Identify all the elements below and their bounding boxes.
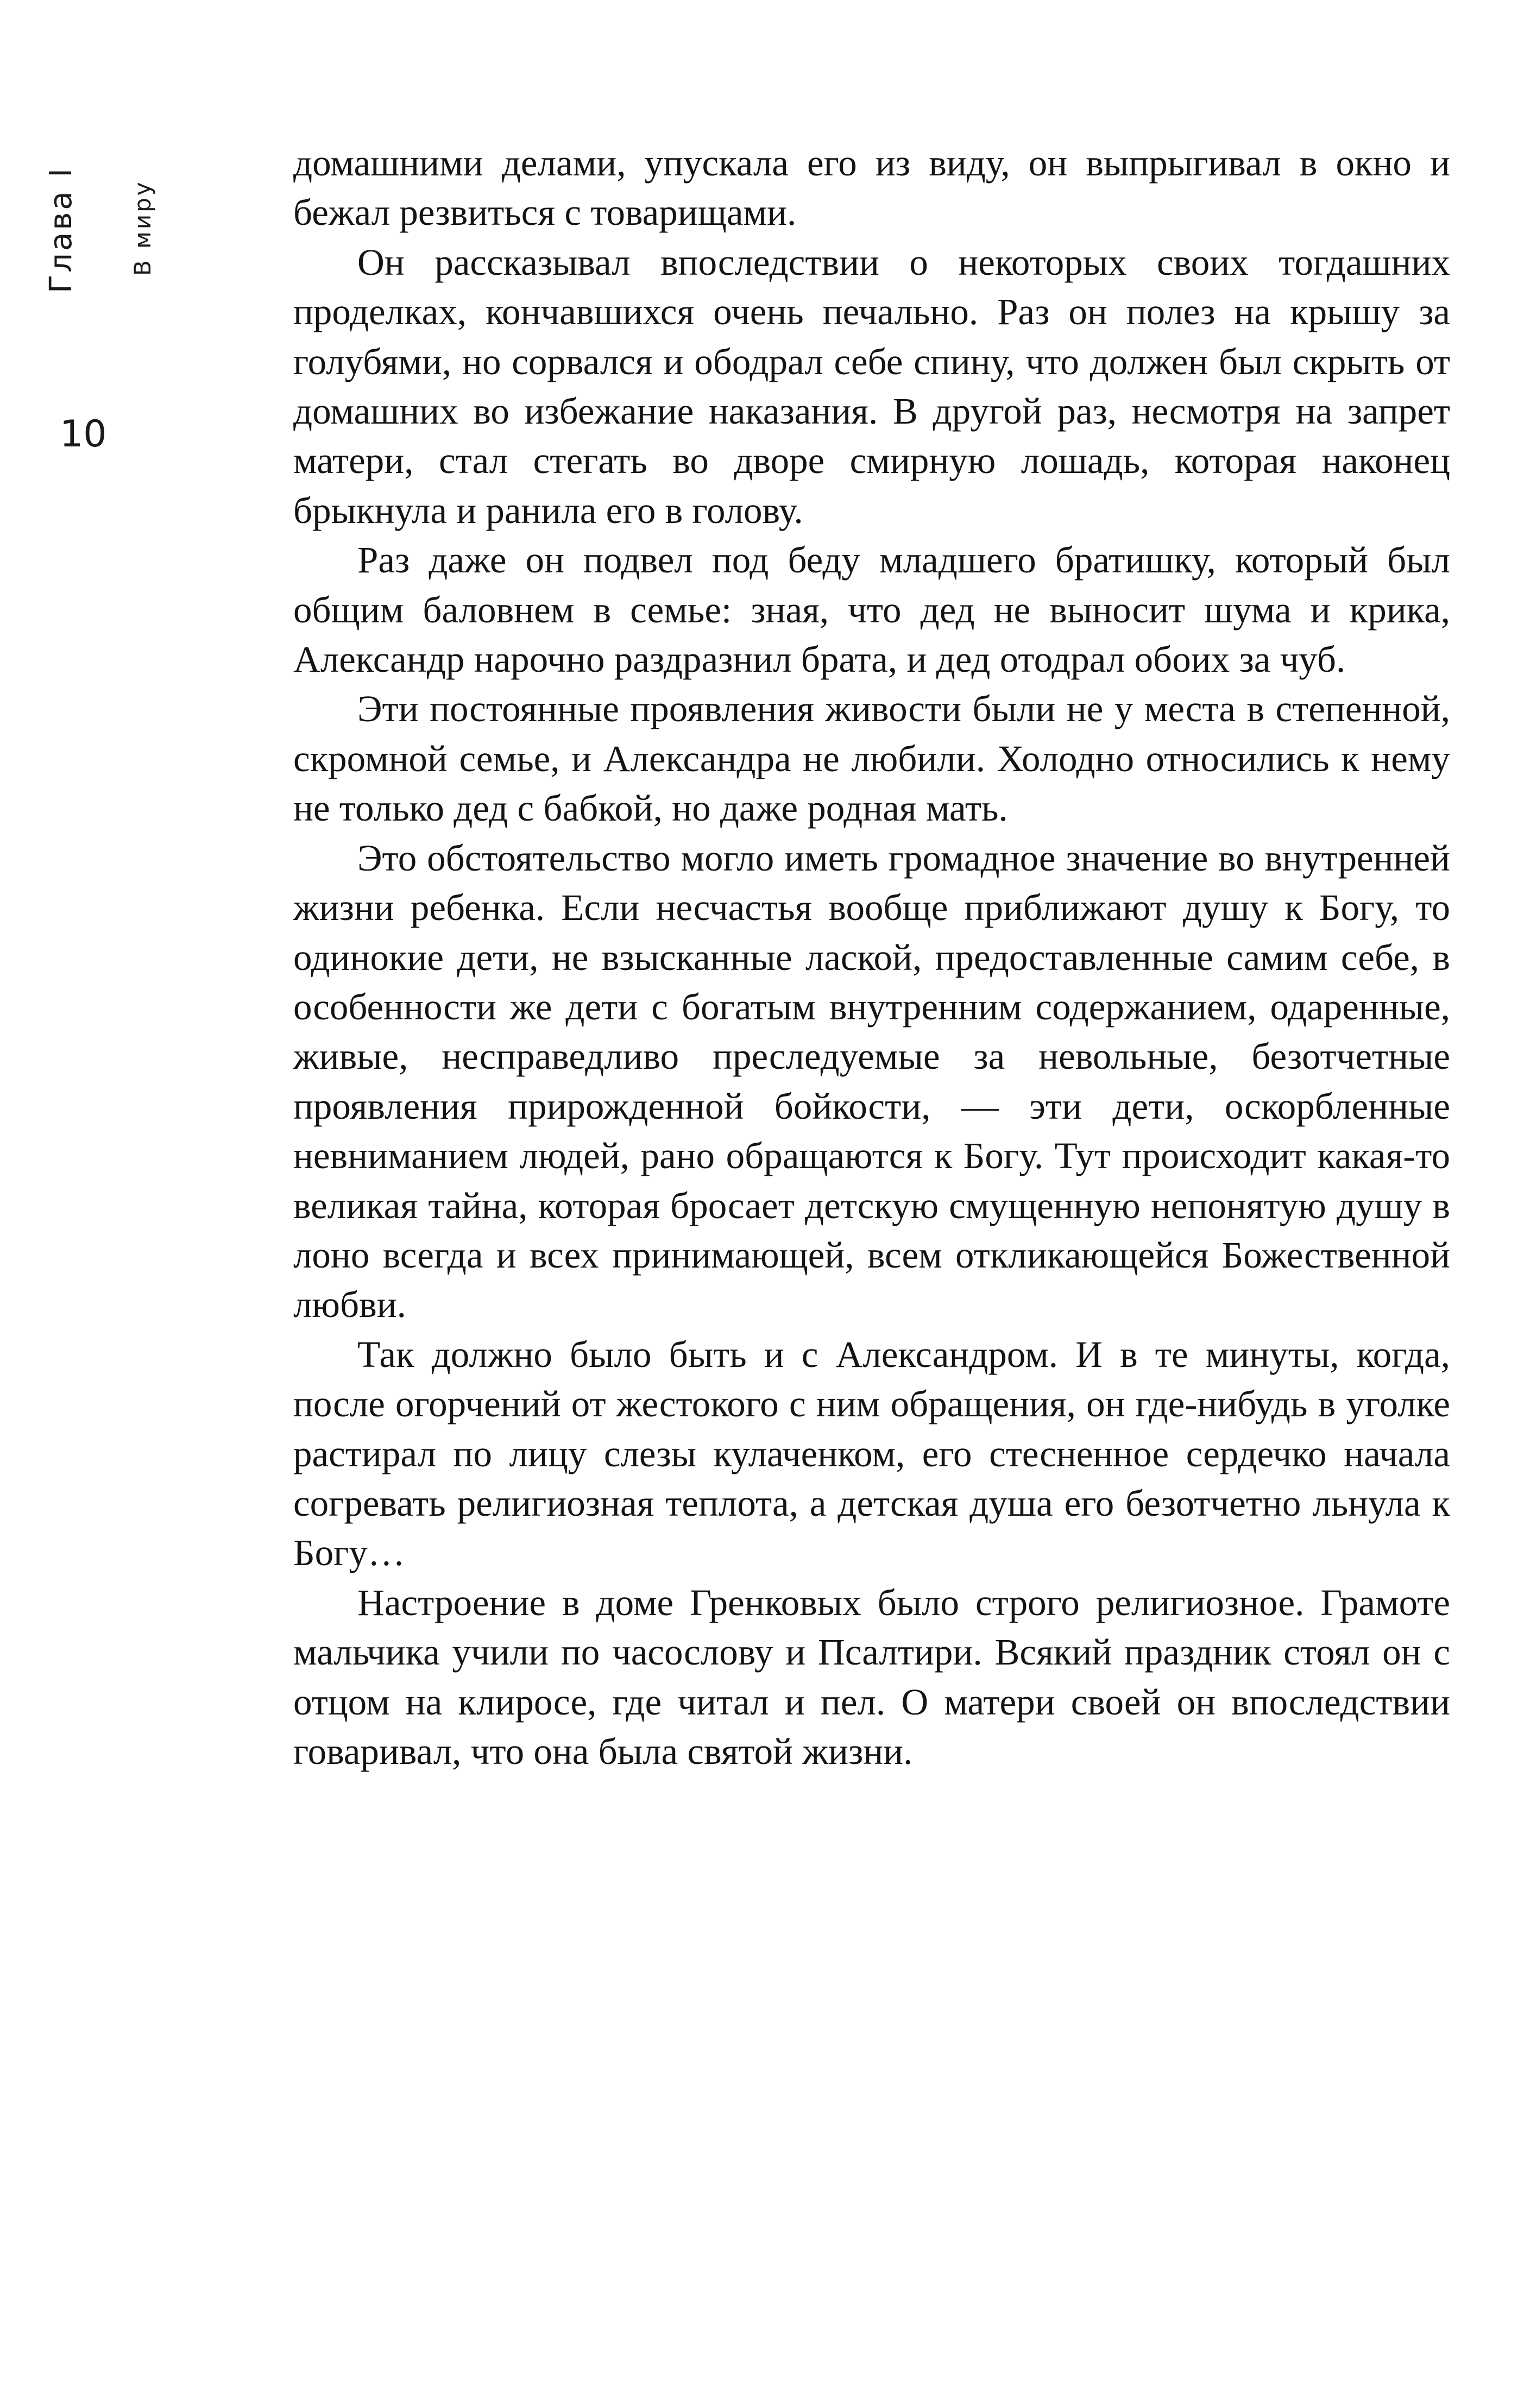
paragraph: Это обстоятельство могло иметь громадное значение во внутренней жизни ребенка. Если несчастья вообще приближают душу к Богу, то одинокие дети, не взысканные лаской, предоставленные самим себе, в особенности же дети с богатым внутренним содержанием, одаренные, живые, несправедливо преследуемые за невольные, безотчетные проявления прирожденной бойкости, — эти дети, оскорбленные невниманием людей, рано обращаются к Богу. Тут происходит какая-то великая тайна, которая бросает детскую смущенную непонятую душу в лоно всегда и всех принимающей, всем откликающейся Божественной любви. — [293, 837, 1450, 1326]
text-body — [293, 138, 1450, 1776]
page-number: 10 — [60, 413, 107, 456]
paragraph: Так должно было быть и с Александром. И в те минуты, когда, после огорчений от жестокого с ним обращения, он где-нибудь в уголке растирал по лицу слезы кулаченком, его стесненное сердечко начала согревать религиозная теплота, а детская душа его безотчетно льнула к Богу… — [293, 1333, 1450, 1574]
running-head — [38, 163, 168, 304]
section-label: В миру — [129, 180, 156, 276]
paragraph: Раз даже он подвел под беду младшего братишку, который был общим баловнем в семье: зная, что дед не выносит шума и крика, Александр нарочно раздразнил брата, и дед отодрал обоих за чуб. — [293, 539, 1450, 680]
paragraph: Эти постоянные проявления живости были не у места в степенной, скромной семье, и Александра не любили. Холодно относились к нему не только дед с бабкой, но даже родная мать. — [293, 688, 1450, 829]
paragraph: Настроение в доме Гренковых было строго религиозное. Грамоте мальчика учили по часослову и Псалтири. Всякий праздник стоял он с отцом на клиросе, где читал и пел. О матери своей он впоследствии говаривал, что она была святой жизни. — [293, 1581, 1450, 1772]
chapter-label: Глава I — [43, 166, 79, 293]
paragraph: Он рассказывал впоследствии о некоторых своих тогдашних проделках, кончавшихся очень печально. Раз он полез на крышу за голубями, но сорвался и ободрал себе спину, что должен был скрыть от домашних во избежание наказания. В другой раз, несмотря на запрет матери, стал стегать во дворе смирную лошадь, которая наконец брыкнула и ранила его в голову. — [293, 241, 1450, 531]
paragraph: домашними делами, упускала его из виду, он выпрыгивал в окно и бежал резвиться с товарищами. — [293, 142, 1450, 234]
